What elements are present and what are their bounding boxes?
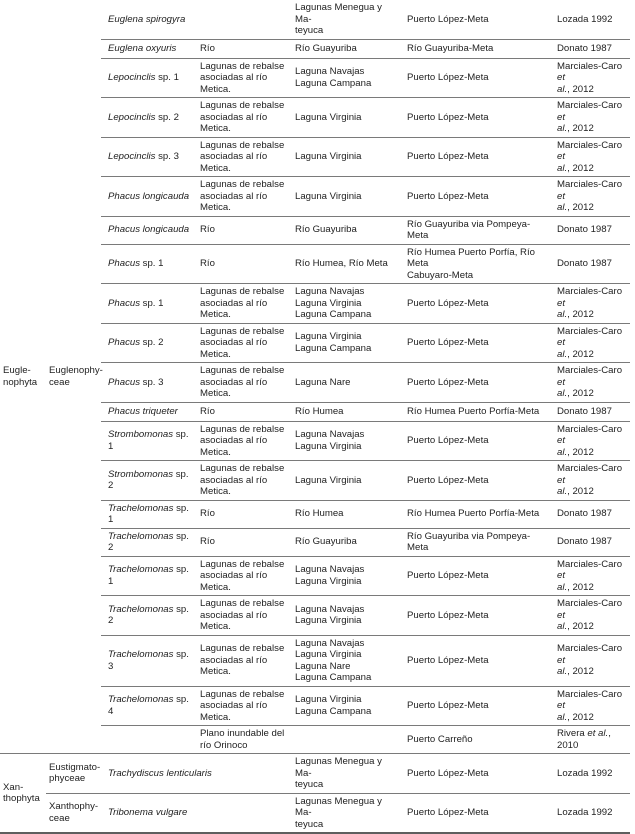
locality-cell-text: Laguna Virginia (295, 151, 362, 162)
reference-author: Donato 1987 (557, 508, 612, 520)
region-cell-text: Río Guayuriba via Pompeya-Meta (407, 530, 531, 553)
habitat-cell (197, 686, 292, 726)
species-cell (101, 754, 292, 794)
region-cell (404, 635, 554, 686)
reference-year: , 2012 (567, 309, 594, 320)
habitat-cell-text: Lagunas de rebalse asociadas al río Metica. (200, 286, 285, 320)
genus-name: Lepocinclis (108, 111, 156, 123)
genus-name: Lepocinclis (108, 151, 156, 162)
species-cell (101, 177, 197, 217)
reference-et-al: et al. (557, 570, 568, 593)
locality-cell-text: Lagunas Menegua y Ma- teyuca (295, 2, 382, 36)
habitat-cell (197, 363, 292, 403)
species-cell (101, 461, 197, 501)
reference-cell (554, 461, 630, 501)
species-epithet: sp. 1 (155, 72, 179, 83)
locality-cell (292, 39, 404, 58)
species-epithet: vulgare (153, 807, 188, 818)
reference-et-al: et al. (557, 337, 568, 360)
reference-et-al: et al. (557, 609, 568, 632)
habitat-cell (197, 596, 292, 636)
region-cell-text: Puerto López-Meta (407, 700, 489, 711)
family-cell (46, 793, 101, 833)
reference-et-al: et al. (557, 654, 568, 678)
genus-name: Phacus (108, 224, 140, 236)
genus-name: Tribonema (108, 807, 154, 818)
habitat-cell-text: Río (200, 536, 215, 548)
genus-name: Strombomonas (108, 429, 174, 441)
species-cell (101, 421, 197, 461)
species-cell (101, 284, 197, 324)
locality-cell (292, 98, 404, 138)
reference-cell (554, 754, 630, 794)
reference-year: , 2010 (557, 728, 611, 751)
region-cell-text: Puerto Carreño (407, 733, 473, 745)
habitat-cell-text: Río (200, 405, 215, 417)
habitat-cell-text: Lagunas de rebalse asociadas al río Metica. (200, 558, 285, 593)
genus-name: Lepocinclis (108, 72, 156, 83)
species-epithet: sp. 2 (108, 603, 189, 627)
reference-author: Donato 1987 (557, 42, 612, 54)
reference-et-al: et al. (557, 376, 568, 399)
species-epithet: sp. 3 (108, 649, 189, 672)
reference-cell (554, 793, 630, 833)
region-cell-text: Puerto López-Meta (407, 609, 489, 621)
habitat-cell (197, 500, 292, 528)
locality-cell-text: Laguna Navajas Laguna Virginia Laguna Campana (295, 286, 372, 320)
reference-cell (554, 596, 630, 636)
habitat-cell (197, 39, 292, 58)
reference-author: Marciales-Caro (557, 598, 623, 609)
locality-cell (292, 500, 404, 528)
region-cell (404, 363, 554, 403)
genus-name: Phacus (108, 376, 140, 388)
habitat-cell-text: Lagunas de rebalse asociadas al río Metica. (200, 179, 285, 213)
region-cell (404, 528, 554, 556)
region-cell-text: Puerto López-Meta (407, 337, 489, 348)
reference-cell (554, 421, 630, 461)
region-cell (404, 244, 554, 284)
reference-author: Marciales-Caro (557, 365, 623, 376)
reference-cell (554, 98, 630, 138)
genus-name: Trachelomonas (108, 603, 174, 615)
species-epithet: sp. 2 (108, 530, 189, 553)
reference-year: , 2012 (567, 711, 594, 723)
region-cell-text: Puerto López-Meta (407, 654, 489, 666)
reference-author: Marciales-Caro (557, 100, 623, 111)
reference-cell (554, 323, 630, 363)
reference-author: Donato 1987 (557, 405, 612, 417)
family-cell-text: Eustigmato- phyceae (49, 761, 101, 785)
habitat-cell-text: Lagunas de rebalse asociadas al río Metica. (200, 100, 285, 134)
region-cell (404, 98, 554, 138)
species-epithet: sp. 2 (108, 468, 189, 492)
habitat-cell-text: Lagunas de rebalse asociadas al río Metica. (200, 139, 285, 174)
reference-year: , 2012 (567, 162, 594, 174)
genus-name: Phacus (108, 337, 140, 348)
genus-name: Phacus (108, 190, 140, 202)
reference-et-al: et al. (557, 190, 568, 213)
locality-cell-text: Río Guayuriba (295, 224, 357, 236)
family-cell-text: Xanthophy- ceae (49, 801, 99, 824)
habitat-cell (197, 98, 292, 138)
habitat-cell (197, 421, 292, 461)
table-row (0, 754, 630, 794)
species-cell (101, 556, 197, 596)
locality-cell (292, 726, 404, 754)
reference-cell (554, 137, 630, 177)
region-cell-text: Puerto López-Meta (407, 111, 489, 123)
species-epithet: sp. 2 (155, 111, 179, 123)
species-cell (101, 793, 292, 833)
locality-cell (292, 137, 404, 177)
region-cell-text: Puerto López-Meta (407, 767, 489, 779)
reference-author: Lozada 1992 (557, 767, 613, 779)
reference-cell (554, 284, 630, 324)
reference-et-al: et al. (557, 435, 568, 458)
habitat-cell-text: Río (200, 258, 215, 269)
region-cell (404, 686, 554, 726)
locality-cell-text: Laguna Virginia (295, 111, 362, 123)
reference-author: Marciales-Caro (557, 688, 623, 700)
family-cell (46, 754, 101, 794)
habitat-cell-text: Río (200, 508, 215, 520)
phylum-cell (0, 0, 46, 754)
species-cell (101, 528, 197, 556)
family-cell-text: Euglenophy- ceae (49, 365, 103, 388)
region-cell (404, 402, 554, 421)
locality-cell (292, 244, 404, 284)
region-cell-text: Puerto López-Meta (407, 376, 489, 388)
locality-cell-text: Río Humea (295, 508, 344, 520)
reference-et-al: et al. (587, 728, 609, 739)
reference-author: Marciales-Caro (557, 139, 623, 151)
species-cell (101, 635, 197, 686)
region-cell (404, 58, 554, 98)
habitat-cell (197, 284, 292, 324)
reference-cell (554, 0, 630, 39)
reference-cell (554, 528, 630, 556)
habitat-cell (197, 528, 292, 556)
phylum-cell-text: Xan- thophyta (3, 781, 40, 804)
region-cell (404, 726, 554, 754)
locality-cell (292, 793, 404, 833)
species-cell (101, 244, 197, 284)
habitat-cell-text: Lagunas de rebalse asociadas al río Metica. (200, 365, 285, 399)
reference-year: , 2012 (567, 621, 594, 632)
locality-cell (292, 216, 404, 244)
region-cell (404, 596, 554, 636)
species-cell (101, 39, 197, 58)
genus-name: Trachelomonas (108, 530, 174, 542)
species-cell (101, 363, 197, 403)
genus-name: Phacus (108, 297, 140, 309)
region-cell-text: Río Guayuriba-Meta (407, 42, 494, 54)
habitat-cell (197, 216, 292, 244)
habitat-cell (197, 323, 292, 363)
species-epithet: sp. 3 (140, 376, 164, 388)
species-epithet: sp. 2 (140, 337, 164, 348)
species-cell (101, 216, 197, 244)
region-cell (404, 556, 554, 596)
genus-name: Phacus (108, 258, 140, 269)
locality-cell-text: Laguna Virginia (295, 474, 362, 486)
genus-name: Euglena (108, 13, 144, 25)
reference-cell (554, 244, 630, 284)
locality-cell (292, 686, 404, 726)
family-cell (46, 0, 101, 754)
reference-author: Donato 1987 (557, 258, 612, 269)
reference-author: Donato 1987 (557, 536, 612, 548)
reference-year: , 2012 (567, 486, 594, 497)
locality-cell (292, 754, 404, 794)
locality-cell-text: Laguna Navajas Laguna Virginia (295, 603, 365, 627)
species-epithet: spirogyra (143, 13, 186, 25)
locality-cell (292, 0, 404, 39)
reference-year: , 2012 (567, 446, 594, 458)
species-cell (101, 137, 197, 177)
locality-cell-text: Río Guayuriba (295, 42, 357, 54)
species-cell (101, 726, 197, 754)
locality-cell (292, 461, 404, 501)
locality-cell-text: Laguna Nare (295, 376, 351, 388)
reference-cell (554, 216, 630, 244)
species-epithet: sp. 4 (108, 694, 189, 717)
genus-name: Euglena (108, 42, 144, 54)
locality-cell-text: Laguna Navajas Laguna Campana (295, 66, 372, 89)
reference-author: Marciales-Caro (557, 463, 623, 474)
locality-cell (292, 284, 404, 324)
region-cell-text: Puerto López-Meta (407, 13, 489, 25)
species-cell (101, 58, 197, 98)
region-cell-text: Río Guayuriba via Pompeya-Meta (407, 218, 531, 241)
species-epithet: sp. 1 (108, 502, 189, 525)
region-cell-text: Puerto López-Meta (407, 474, 489, 486)
reference-author: Lozada 1992 (557, 807, 613, 818)
reference-year: , 2012 (567, 666, 594, 678)
reference-et-al: et al. (557, 111, 568, 134)
locality-cell-text: Laguna Virginia Laguna Campana (295, 694, 372, 717)
locality-cell (292, 421, 404, 461)
region-cell-text: Río Humea Puerto Porfía-Meta (407, 405, 540, 417)
habitat-cell-text: Lagunas de rebalse asociadas al río Metica. (200, 643, 285, 678)
locality-cell (292, 177, 404, 217)
reference-author: Donato 1987 (557, 224, 612, 236)
phylum-cell-text: Eugle- nophyta (3, 365, 38, 388)
habitat-cell (197, 177, 292, 217)
locality-cell-text: Río Humea (295, 405, 344, 417)
locality-cell (292, 635, 404, 686)
reference-author: Marciales-Caro (557, 60, 623, 72)
reference-author: Marciales-Caro (557, 558, 623, 570)
region-cell (404, 284, 554, 324)
reference-cell (554, 635, 630, 686)
reference-year: , 2012 (567, 123, 594, 134)
reference-et-al: et al. (557, 297, 568, 320)
reference-year: , 2012 (567, 348, 594, 360)
habitat-cell-text: Lagunas de rebalse asociadas al río Metica. (200, 60, 285, 95)
reference-cell (554, 556, 630, 596)
region-cell (404, 216, 554, 244)
locality-cell (292, 556, 404, 596)
habitat-cell-text: Lagunas de rebalse asociadas al río Metica. (200, 325, 285, 360)
region-cell (404, 421, 554, 461)
locality-cell-text: Lagunas Menegua y Ma- teyuca (295, 795, 382, 830)
reference-year: , 2012 (567, 83, 594, 95)
species-epithet: sp. 3 (155, 151, 179, 162)
region-cell (404, 177, 554, 217)
habitat-cell (197, 137, 292, 177)
region-cell (404, 323, 554, 363)
reference-cell (554, 500, 630, 528)
locality-cell-text: Río Guayuriba (295, 536, 357, 548)
genus-name: Phacus (108, 405, 140, 417)
species-cell (101, 596, 197, 636)
locality-cell (292, 528, 404, 556)
habitat-cell-text: Lagunas de rebalse asociadas al río Metica. (200, 598, 285, 632)
locality-cell-text: Laguna Virginia Laguna Campana (295, 331, 372, 354)
region-cell (404, 793, 554, 833)
region-cell (404, 754, 554, 794)
species-cell (101, 323, 197, 363)
habitat-cell-text: Lagunas de rebalse asociadas al río Metica. (200, 423, 285, 458)
table-row (0, 793, 630, 833)
habitat-cell (197, 244, 292, 284)
habitat-cell (197, 402, 292, 421)
species-cell (101, 402, 197, 421)
reference-author: Marciales-Caro (557, 643, 623, 655)
species-cell (101, 500, 197, 528)
region-cell-text: Río Humea Puerto Porfía-Meta (407, 508, 540, 520)
phylum-cell (0, 754, 46, 834)
genus-name: Trachelomonas (108, 564, 174, 576)
species-cell (101, 98, 197, 138)
region-cell-text: Puerto López-Meta (407, 807, 489, 818)
region-cell-text: Puerto López-Meta (407, 435, 489, 446)
reference-et-al: et al. (557, 474, 568, 497)
region-cell (404, 137, 554, 177)
reference-et-al: et al. (557, 151, 568, 174)
reference-year: , 2012 (567, 388, 594, 399)
reference-cell (554, 58, 630, 98)
locality-cell-text: Laguna Virginia (295, 190, 362, 202)
species-cell (101, 686, 197, 726)
reference-cell (554, 726, 630, 754)
locality-cell (292, 596, 404, 636)
habitat-cell-text: Lagunas de rebalse asociadas al río Metica. (200, 688, 285, 723)
habitat-cell (197, 556, 292, 596)
genus-name: Strombomonas (108, 468, 174, 480)
habitat-cell-text: Plano inundable del río Orinoco (200, 728, 285, 751)
reference-author: Marciales-Caro (557, 179, 623, 190)
region-cell-text: Río Humea Puerto Porfía, Río Meta Cabuyaro-Meta (407, 246, 535, 281)
locality-cell-text: Río Humea, Río Meta (295, 258, 388, 269)
reference-author: Marciales-Caro (557, 325, 623, 337)
locality-cell-text: Lagunas Menegua y Ma- teyuca (295, 756, 382, 790)
reference-cell (554, 39, 630, 58)
reference-author: Rivera (557, 728, 588, 739)
region-cell-text: Puerto López-Meta (407, 190, 489, 202)
locality-cell (292, 58, 404, 98)
species-cell (101, 0, 292, 39)
reference-author: Marciales-Caro (557, 286, 623, 297)
species-epithet: oxyuris (143, 42, 177, 54)
locality-cell (292, 323, 404, 363)
habitat-cell-text: Lagunas de rebalse asociadas al río Metica. (200, 463, 285, 497)
habitat-cell-text: Río (200, 42, 215, 54)
species-epithet: longicauda (140, 190, 190, 202)
reference-cell (554, 363, 630, 403)
reference-year: , 2012 (567, 202, 594, 213)
reference-et-al: et al. (557, 72, 568, 95)
genus-name: Trachelomonas (108, 694, 174, 706)
habitat-cell (197, 726, 292, 754)
region-cell (404, 500, 554, 528)
species-epithet: lenticularis (163, 767, 212, 779)
region-cell-text: Puerto López-Meta (407, 72, 489, 83)
genus-name: Trachelomonas (108, 649, 174, 660)
table-row (0, 0, 630, 39)
reference-author: Lozada 1992 (557, 13, 613, 25)
locality-cell-text: Laguna Navajas Laguna Virginia Laguna Nare Laguna Campana (295, 637, 372, 683)
species-epithet: triqueter (140, 405, 178, 417)
species-epithet: longicauda (140, 224, 190, 236)
reference-cell (554, 686, 630, 726)
species-epithet: sp. 1 (108, 564, 189, 587)
region-cell-text: Puerto López-Meta (407, 570, 489, 581)
region-cell-text: Puerto López-Meta (407, 297, 489, 309)
habitat-cell-text: Río (200, 224, 215, 236)
region-cell (404, 461, 554, 501)
habitat-cell (197, 635, 292, 686)
species-epithet: sp. 1 (140, 258, 164, 269)
habitat-cell (197, 58, 292, 98)
reference-cell (554, 177, 630, 217)
habitat-cell (197, 461, 292, 501)
genus-name: Trachydiscus (108, 767, 164, 779)
species-epithet: sp. 1 (108, 429, 189, 452)
reference-author: Marciales-Caro (557, 423, 623, 435)
species-epithet: sp. 1 (140, 297, 164, 309)
locality-cell-text: Laguna Navajas Laguna Virginia (295, 564, 365, 587)
region-cell (404, 0, 554, 39)
locality-cell (292, 402, 404, 421)
locality-cell (292, 363, 404, 403)
reference-year: , 2012 (567, 581, 594, 593)
region-cell (404, 39, 554, 58)
reference-cell (554, 402, 630, 421)
region-cell-text: Puerto López-Meta (407, 151, 489, 162)
reference-et-al: et al. (557, 700, 568, 723)
genus-name: Trachelomonas (108, 502, 174, 514)
locality-cell-text: Laguna Navajas Laguna Virginia (295, 429, 365, 452)
